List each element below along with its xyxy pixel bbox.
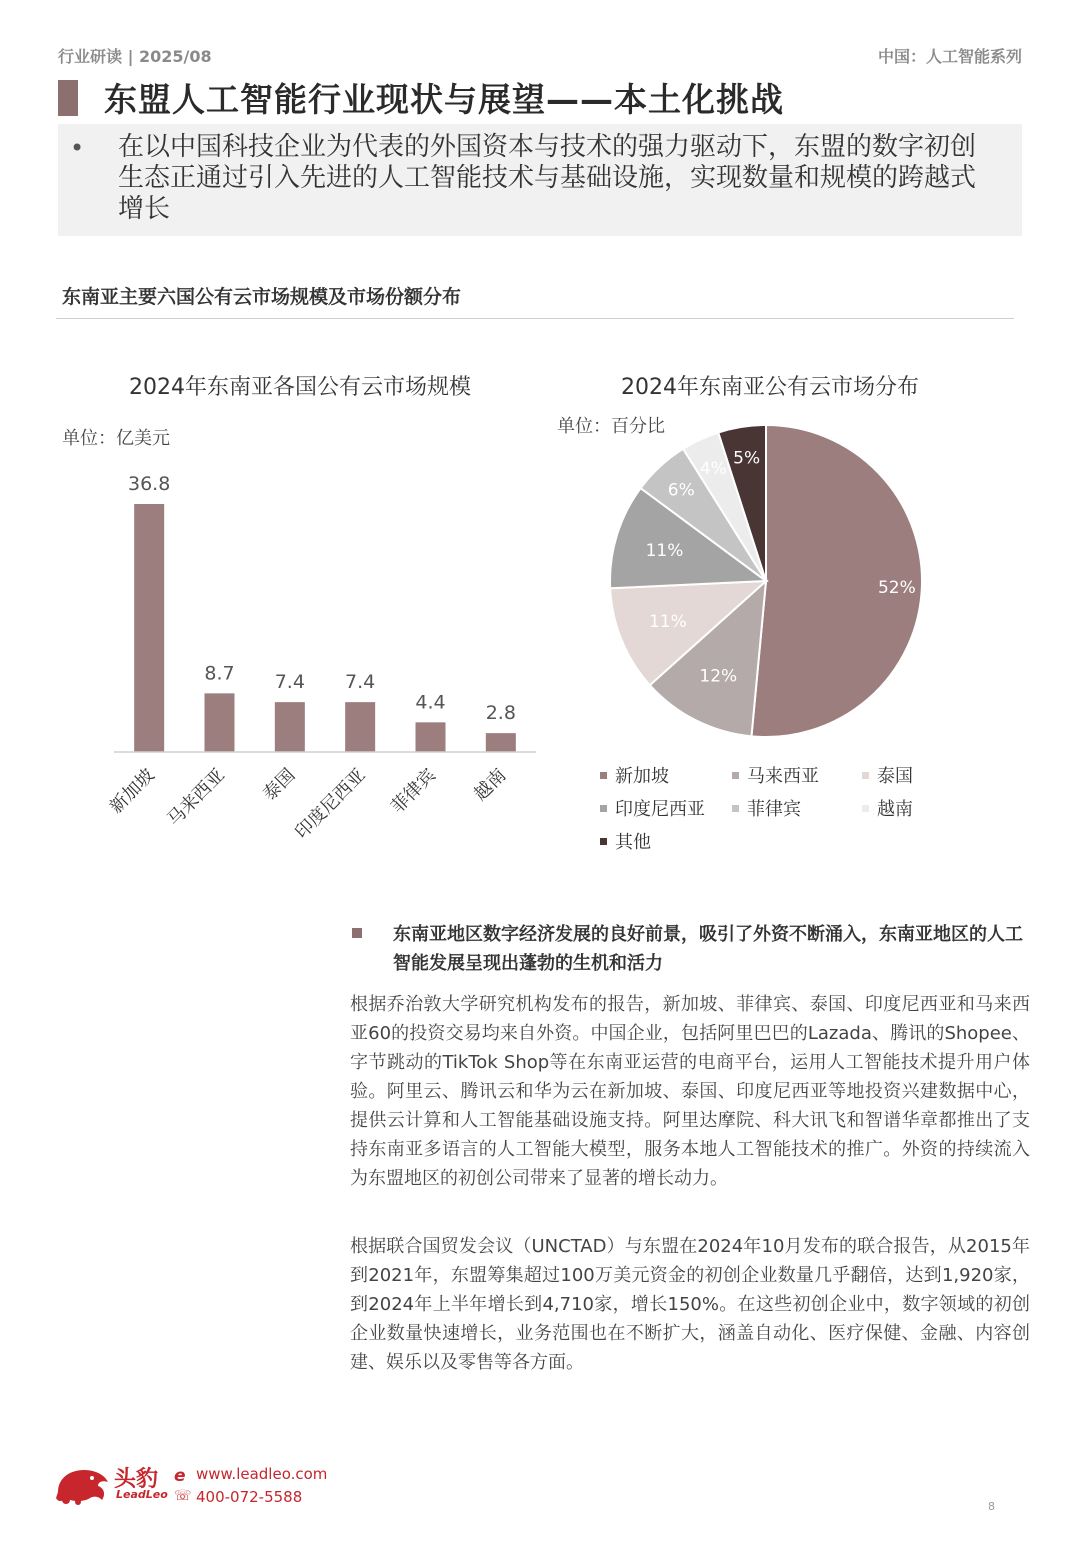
legend-swatch-6 bbox=[600, 838, 607, 845]
legend-item-4 bbox=[732, 795, 801, 821]
legend-swatch-5 bbox=[862, 805, 869, 812]
bar-chart-title: 2024年东南亚各国公有云市场规模 bbox=[129, 375, 471, 400]
bar-value-label-5: 2.8 bbox=[485, 702, 516, 725]
legend-swatch-1 bbox=[732, 772, 739, 779]
legend-swatch-4 bbox=[732, 805, 739, 812]
bar-value-label-3: 7.4 bbox=[345, 671, 376, 694]
legend-swatch-2 bbox=[862, 772, 869, 779]
legend-label-1: 马来西亚 bbox=[747, 766, 819, 787]
page-number: 8 bbox=[988, 1500, 995, 1513]
legend-item-5 bbox=[862, 795, 913, 821]
bar-5 bbox=[486, 733, 516, 752]
legend-label-2: 泰国 bbox=[877, 766, 913, 787]
legend-label-6: 其他 bbox=[615, 832, 651, 853]
phone-icon: ☏ bbox=[174, 1488, 192, 1504]
e-icon: e bbox=[174, 1466, 186, 1486]
bar-4 bbox=[416, 722, 446, 752]
legend-item-3 bbox=[600, 795, 705, 821]
pie-value-label-4: 6% bbox=[667, 480, 695, 501]
bar-value-label-1: 8.7 bbox=[204, 662, 235, 685]
paragraph-2: 根据联合国贸发会议（UNCTAD）与东盟在2024年10月发布的联合报告，从2015年到2021年，东盟筹集超过100万美元资金的初创企业数量几乎翻倍，达到1,920家，到2024年上半年增长到4,710家，增长150%。在这些初创企业中，数字领域的初创企业数量快速增长，业务范围也在不断扩大，涵盖自动化、医疗保健、金融、内容创建、娱乐以及零售等各方面。 bbox=[350, 1236, 1030, 1373]
bar-0 bbox=[134, 504, 164, 752]
pie-value-label-6: 5% bbox=[733, 448, 761, 469]
bar-value-label-2: 7.4 bbox=[274, 671, 305, 694]
page-title: 东盟人工智能行业现状与展望——本土化挑战 bbox=[104, 80, 784, 119]
logo-chinese-text: 头豹 bbox=[114, 1467, 159, 1492]
pie-chart-unit: 单位：百分比 bbox=[557, 416, 665, 437]
website-link[interactable]: www.leadleo.com bbox=[196, 1465, 328, 1483]
bar-chart bbox=[0, 0, 560, 880]
subsection-heading: 东南亚地区数字经济发展的良好前景，吸引了外资不断涌入，东南亚地区的人工智能发展呈现出蓬勃的生机和活力 bbox=[393, 924, 1023, 974]
bar-3 bbox=[345, 702, 375, 752]
legend-label-5: 越南 bbox=[877, 799, 913, 820]
section-title: 东南亚主要六国公有云市场规模及市场份额分布 bbox=[62, 286, 462, 308]
bullet-icon: • bbox=[70, 134, 85, 162]
bar-category-label-1: 马来西亚 bbox=[163, 764, 230, 831]
legend-label-0: 新加坡 bbox=[615, 766, 669, 787]
bar-category-label-3: 印度尼西亚 bbox=[291, 764, 370, 844]
paragraph-1: 根据乔治敦大学研究机构发布的报告，新加坡、菲律宾、泰国、印度尼西亚和马来西亚60的投资交易均来自外资。中国企业，包括阿里巴巴的Lazada、腾讯的Shopee、字节跳动的TikTok Shop等在东南亚运营的电商平台，运用人工智能技术提升用户体验。阿里云、腾讯云和华为云在新加坡、泰国、印度尼西亚等地投资兴建数据中心，提供云计算和人工智能基础设施支持。阿里达摩院、科大讯飞和智谱华章都推出了支持东南亚多语言的人工智能大模型，服务本地人工智能技术的推广。外资的持续流入为东盟地区的初创公司带来了显著的增长动力。 bbox=[350, 994, 1030, 1189]
legend-item-6 bbox=[600, 828, 651, 854]
pie-value-label-5: 4% bbox=[699, 458, 727, 479]
pie-value-label-0: 52% bbox=[877, 578, 916, 599]
pie-chart-title: 2024年东南亚公有云市场分布 bbox=[621, 375, 919, 400]
bar-category-label-0: 新加坡 bbox=[105, 764, 159, 818]
bar-value-label-0: 36.8 bbox=[128, 473, 171, 495]
bar-category-label-2: 泰国 bbox=[259, 764, 300, 805]
legend-label-3: 印度尼西亚 bbox=[615, 799, 705, 820]
legend-swatch-3 bbox=[600, 805, 607, 812]
pie-value-label-3: 11% bbox=[645, 541, 684, 562]
bar-value-label-4: 4.4 bbox=[415, 691, 446, 714]
subheading-square-icon bbox=[352, 928, 362, 938]
bar-category-label-5: 越南 bbox=[470, 764, 511, 805]
leadleo-logo-icon bbox=[54, 1462, 110, 1506]
pie-chart bbox=[560, 400, 980, 760]
legend-label-4: 菲律宾 bbox=[747, 799, 801, 820]
logo-english-text: LeadLeo bbox=[116, 1488, 168, 1501]
phone-number: 400-072-5588 bbox=[196, 1488, 303, 1506]
legend-item-2 bbox=[862, 762, 913, 788]
summary-text: 在以中国科技企业为代表的外国资本与技术的强力驱动下，东盟的数字初创生态正通过引入先进的人工智能技术与基础设施，实现数量和规模的跨越式增长 bbox=[118, 132, 977, 224]
pie-value-label-1: 12% bbox=[699, 666, 738, 687]
header-right: 中国：人工智能系列 bbox=[877, 47, 1022, 66]
legend-item-1 bbox=[732, 762, 819, 788]
legend-item-0 bbox=[600, 762, 669, 788]
bar-chart-unit: 单位：亿美元 bbox=[62, 428, 170, 449]
bar-category-label-4: 菲律宾 bbox=[387, 764, 441, 818]
bar-1 bbox=[205, 693, 235, 752]
bar-2 bbox=[275, 702, 305, 752]
header-left: 行业研读 | 2025/08 bbox=[58, 47, 212, 66]
legend-swatch-0 bbox=[600, 772, 607, 779]
pie-value-label-2: 11% bbox=[648, 612, 687, 633]
